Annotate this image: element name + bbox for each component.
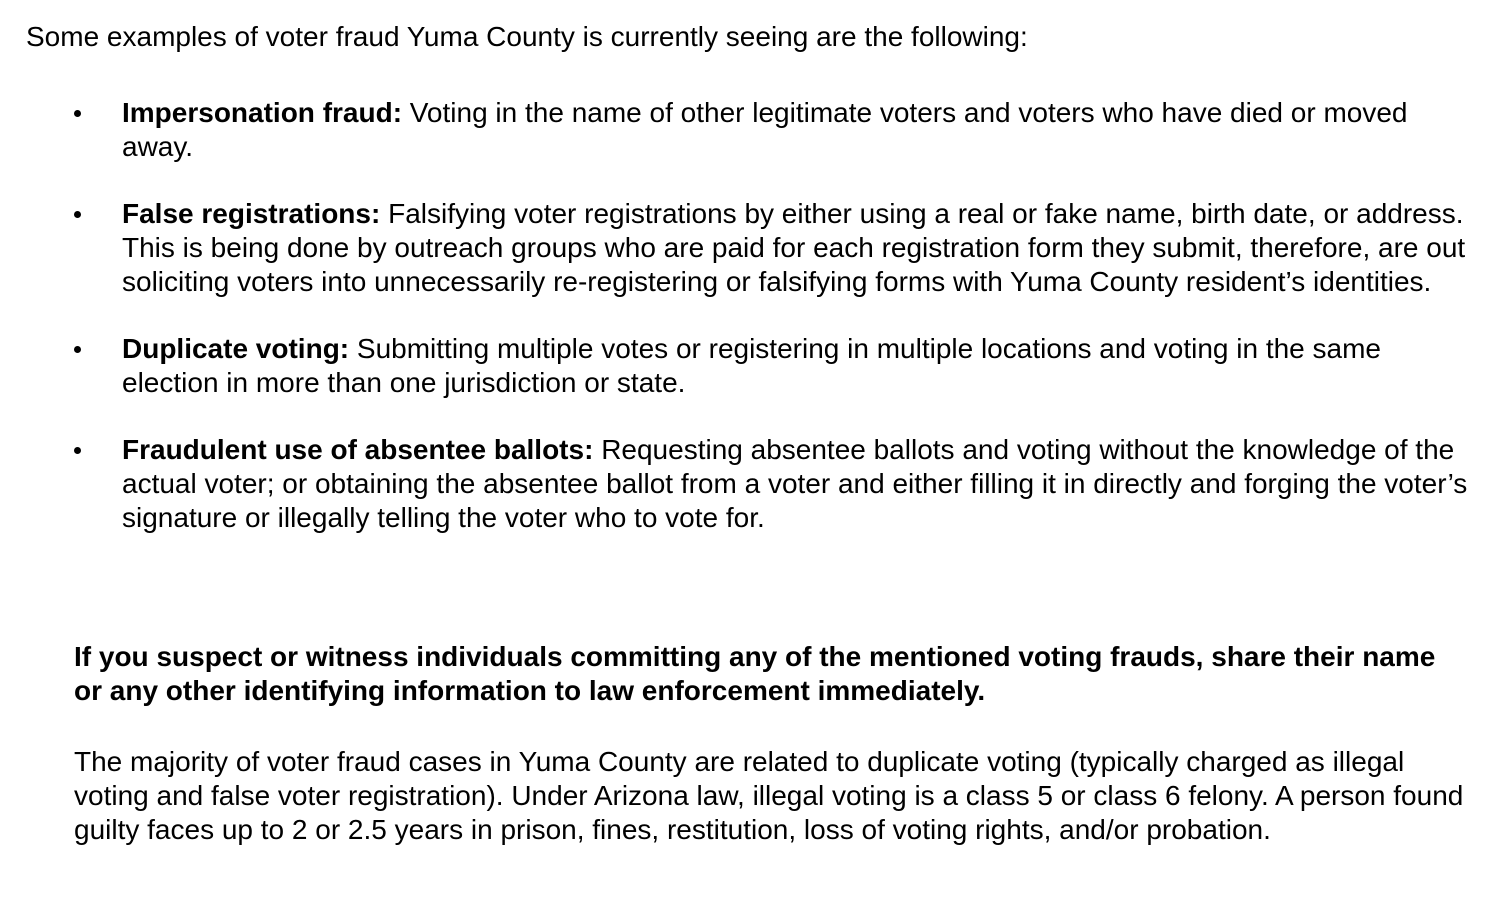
bullet-text: Falsifying voter registrations by either using a real or fake name, birth date, or address. This is being done by outreach groups who are paid for each registration form they submit, therefore, are out soliciting voters into unnecessarily re-registering or falsifying forms with Yuma County resident’s identities. bbox=[122, 198, 1466, 297]
bullet-term: False registrations: bbox=[122, 198, 389, 229]
list-item bbox=[0, 96, 1472, 164]
closing-paragraph: The majority of voter fraud cases in Yuma County are related to duplicate voting (typically charged as illegal voting and false voter registration). Under Arizona law, illegal voting is a class 5 or class 6 felony. A person found guilty faces up to 2 or 2.5 years in prison, fines, restitution, loss of voting rights, and/or probation. bbox=[74, 746, 1464, 845]
bullet-icon bbox=[74, 447, 81, 454]
list-item bbox=[0, 332, 1472, 400]
bullet-icon bbox=[74, 346, 81, 353]
bullet-text: Requesting absentee ballots and voting without the knowledge of the actual voter; or obtaining the absentee ballot from a voter and either filling it in directly and forging the voter’s signature or illegally telling the voter who to vote for. bbox=[122, 434, 1468, 533]
fraud-examples-list bbox=[0, 96, 1498, 568]
bullet-icon bbox=[74, 211, 81, 218]
bullet-text: Voting in the name of other legitimate voters and voters who have died or moved away. bbox=[122, 97, 1408, 162]
bullet-icon bbox=[74, 110, 81, 117]
bullet-term: Duplicate voting: bbox=[122, 333, 357, 364]
list-item bbox=[0, 433, 1472, 535]
warning-paragraph: If you suspect or witness individuals committing any of the mentioned voting frauds, share their name or any other identifying information to law enforcement immediately. bbox=[74, 641, 1436, 706]
intro-paragraph: Some examples of voter fraud Yuma County is currently seeing are the following: bbox=[26, 21, 1028, 52]
list-item bbox=[0, 197, 1472, 299]
bullet-term: Impersonation fraud: bbox=[122, 97, 410, 128]
bullet-text: Submitting multiple votes or registering in multiple locations and voting in the same election in more than one jurisdiction or state. bbox=[122, 333, 1381, 398]
bullet-term: Fraudulent use of absentee ballots: bbox=[122, 434, 602, 465]
